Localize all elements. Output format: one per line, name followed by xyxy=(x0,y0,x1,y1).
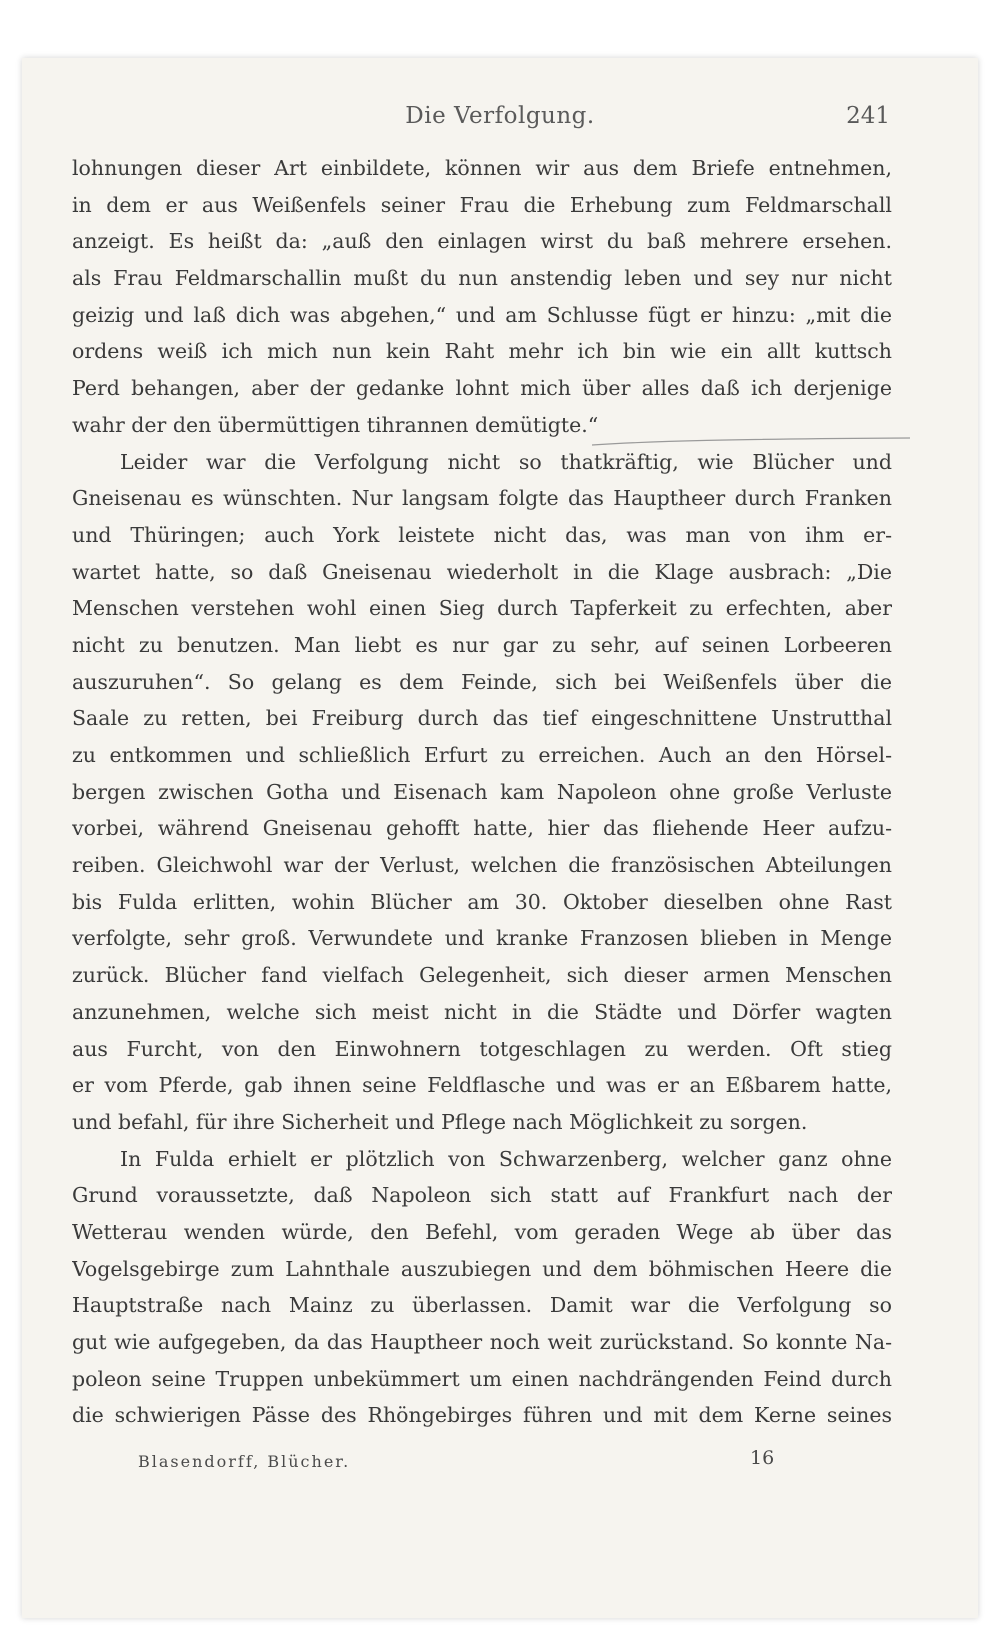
text-line: Wetterau wenden würde, den Befehl, vom geraden Wege ab über das xyxy=(72,1219,892,1244)
text-line: und Thüringen; auch York leistete nicht das, was man von ihm er- xyxy=(72,522,892,547)
text-line: poleon seine Truppen unbekümmert um einen nachdrängenden Feind durch xyxy=(72,1366,892,1391)
text-line: in dem er aus Weißenfels seiner Frau die Erhebung zum Feldmarschall xyxy=(72,192,892,217)
text-line: wartet hatte, so daß Gneisenau wiederholt in die Klage ausbrach: „Die xyxy=(72,559,892,584)
text-line: als Frau Feldmarschallin mußt du nun anstendig leben und sey nur nicht xyxy=(72,266,892,291)
text-line: er vom Pferde, gab ihnen seine Feldflasche und was er an Eßbarem hatte, xyxy=(72,1073,892,1098)
text-line: Leider war die Verfolgung nicht so thatkräftig, wie Blücher und xyxy=(120,449,892,474)
text-line: die schwierigen Pässe des Rhöngebirges führen und mit dem Kerne seines xyxy=(72,1403,892,1428)
text-line: wahr der den übermüttigen tihrannen demütigte.“ xyxy=(72,412,599,437)
printer-signature: Blasendorff, Blücher. xyxy=(138,1452,351,1471)
text-line: Gneisenau es wünschten. Nur langsam folgte das Hauptheer durch Franken xyxy=(72,486,892,511)
text-line: ordens weiß ich mich nun kein Raht mehr ich bin wie ein allt kuttsch xyxy=(72,339,892,364)
text-line: Saale zu retten, bei Freiburg durch das tief eingeschnittene Unstrutthal xyxy=(72,706,892,731)
text-line: In Fulda erhielt er plötzlich von Schwarzenberg, welcher ganz ohne xyxy=(120,1146,892,1171)
text-line: anzunehmen, welche sich meist nicht in die Städte und Dörfer wagten xyxy=(72,999,892,1024)
text-line: gut wie aufgegeben, da das Hauptheer noch weit zurückstand. So konnte Na- xyxy=(72,1330,892,1354)
running-title: Die Verfolgung. xyxy=(405,103,595,129)
page-number: 241 xyxy=(846,103,890,129)
text-line: verfolgte, sehr groß. Verwundete und kranke Franzosen blieben in Menge xyxy=(72,926,892,951)
text-line: bergen zwischen Gotha und Eisenach kam Napoleon ohne große Verluste xyxy=(72,779,892,804)
text-line: auszuruhen“. So gelang es dem Feinde, sich bei Weißenfels über die xyxy=(72,669,892,694)
text-line: vorbei, während Gneisenau gehofft hatte, hier das fliehende Heer aufzu- xyxy=(72,816,892,841)
text-line: Grund voraussetzte, daß Napoleon sich statt auf Frankfurt nach der xyxy=(72,1183,892,1208)
text-line: Hauptstraße nach Mainz zu überlassen. Damit war die Verfolgung so xyxy=(72,1293,892,1318)
sheet-signature-number: 16 xyxy=(750,1447,775,1469)
text-line: zurück. Blücher fand vielfach Gelegenheit, sich dieser armen Menschen xyxy=(72,963,892,988)
pencil-underline-mark xyxy=(592,437,912,449)
text-line: Vogelsgebirge zum Lahnthale auszubiegen und dem böhmischen Heere die xyxy=(72,1256,892,1281)
text-line: aus Furcht, von den Einwohnern totgeschlagen zu werden. Oft stieg xyxy=(72,1036,892,1061)
text-line: reiben. Gleichwohl war der Verlust, welchen die französischen Abteilungen xyxy=(72,853,892,878)
text-line: geizig und laß dich was abgehen,“ und am Schlusse fügt er hinzu: „mit die xyxy=(72,302,892,327)
text-line: Perd behangen, aber der gedanke lohnt mich über alles daß ich derjenige xyxy=(72,376,892,401)
text-line: und befahl, für ihre Sicherheit und Pflege nach Möglichkeit zu sorgen. xyxy=(72,1109,808,1134)
text-line: Menschen verstehen wohl einen Sieg durch Tapferkeit zu erfechten, aber xyxy=(72,596,892,621)
text-line: anzeigt. Es heißt da: „auß den einlagen wirst du baß mehrere ersehen. xyxy=(72,229,892,254)
body-text xyxy=(72,150,892,1434)
text-line: bis Fulda erlitten, wohin Blücher am 30. Oktober dieselben ohne Rast xyxy=(72,889,892,914)
text-line: zu entkommen und schließlich Erfurt zu erreichen. Auch an den Hörsel- xyxy=(72,743,892,767)
text-line: nicht zu benutzen. Man liebt es nur gar zu sehr, auf seinen Lorbeeren xyxy=(72,632,892,657)
text-line: lohnungen dieser Art einbildete, können wir aus dem Briefe entnehmen, xyxy=(72,156,892,180)
